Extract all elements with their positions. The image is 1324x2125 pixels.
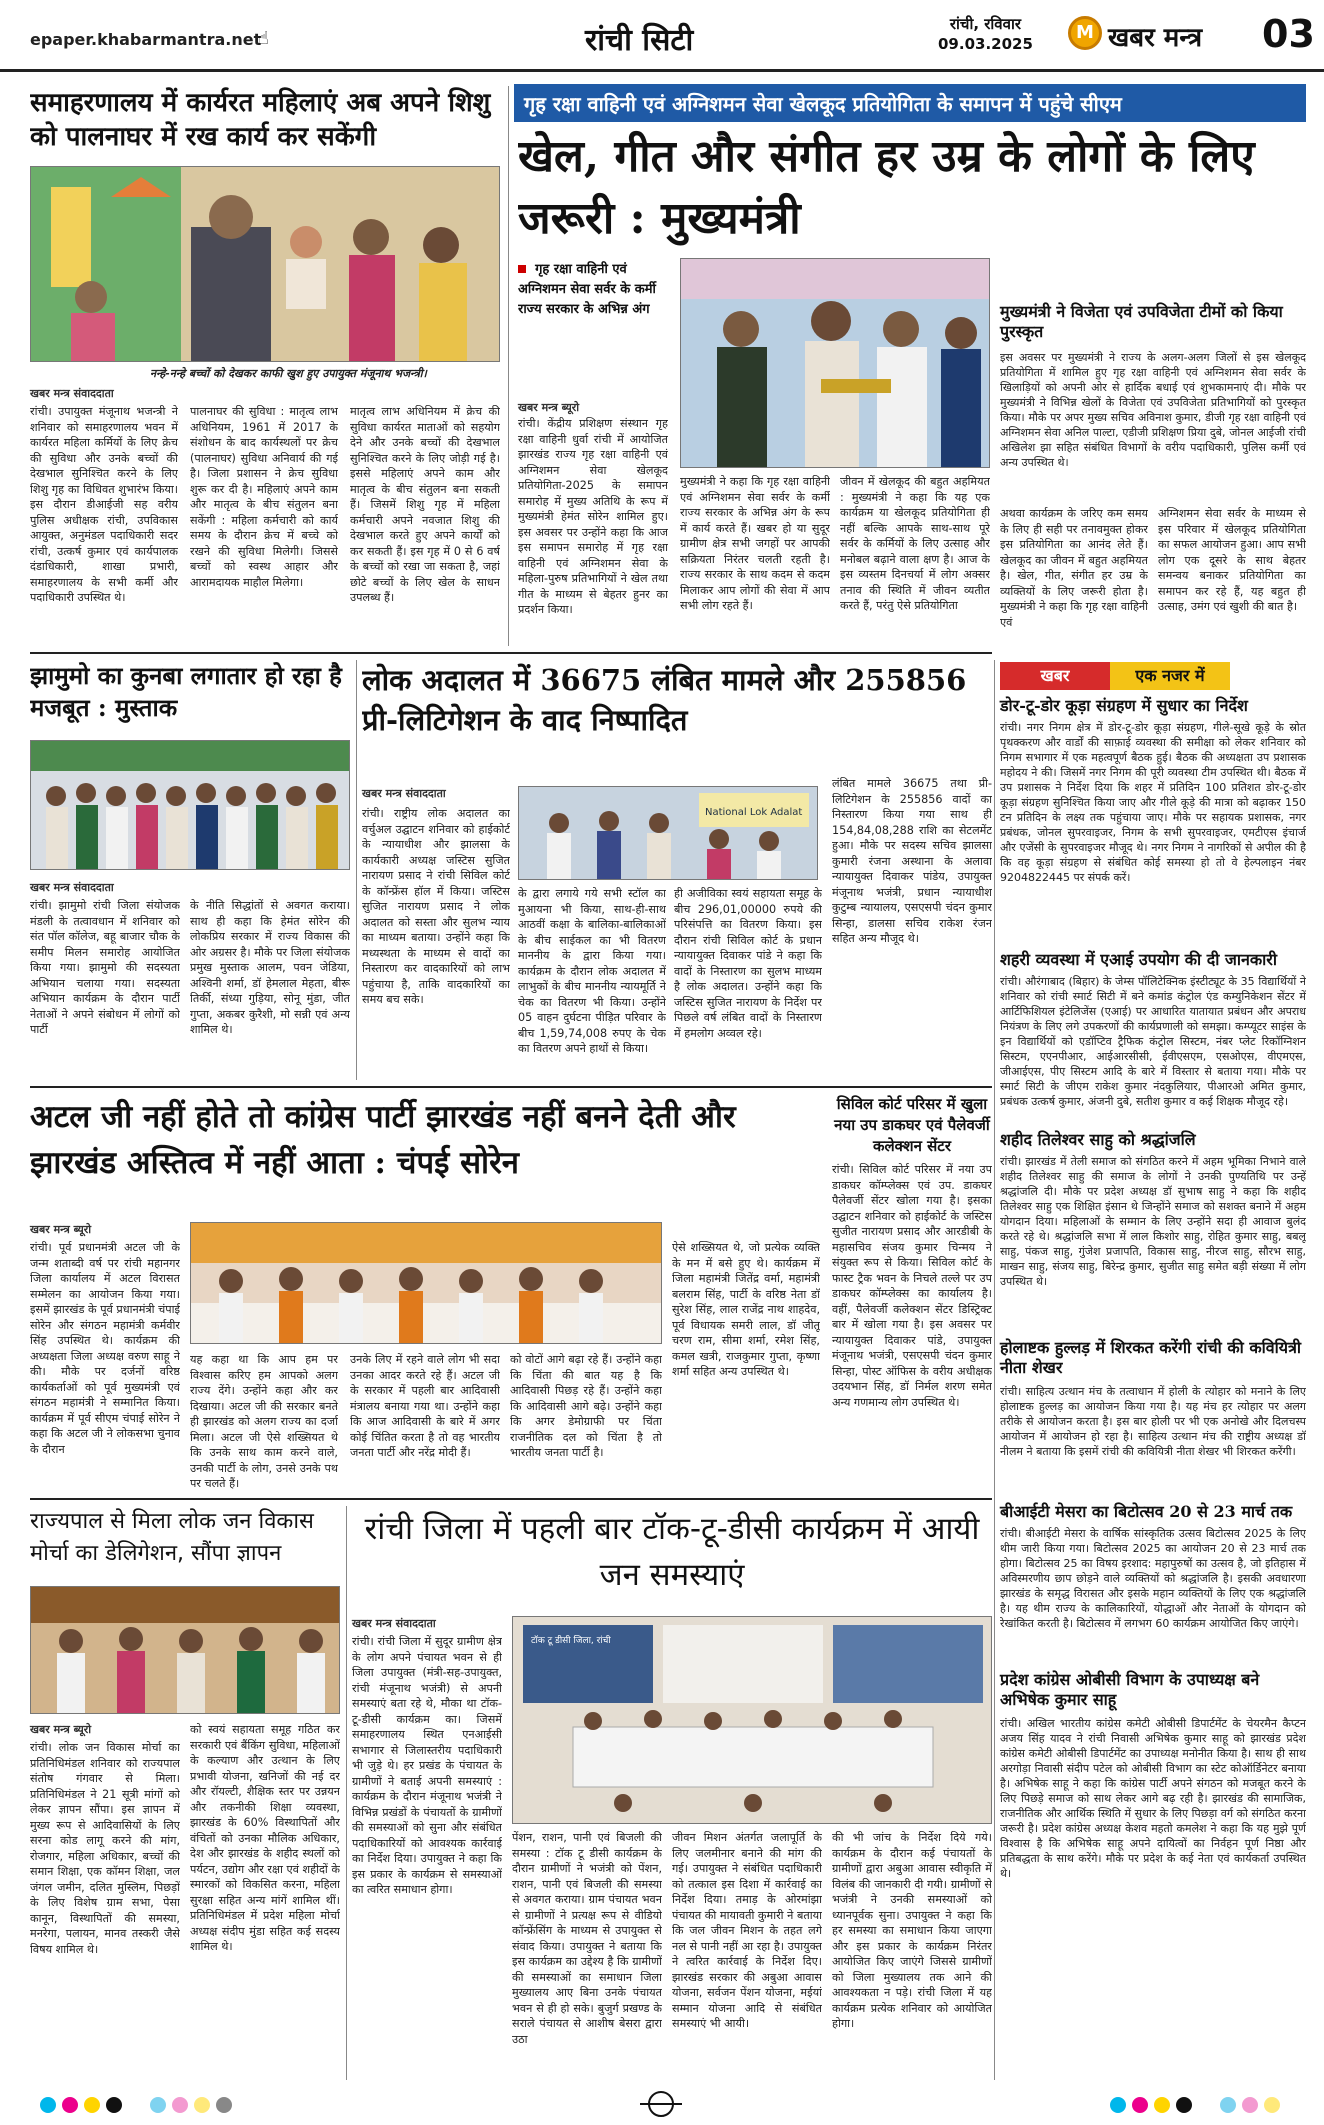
story4-col2: के द्वारा लगाये गये सभी स्टॉल का मुआयना भी किया, साथ-ही-साथ आठवीं कक्षा के बालिका-बालिकाओं के बीच साईकल का भी वितरण माननीय के द्वारा किया गया। कार्यक्रम के दौरान लोक अदालत में लाभुकों के बीच माननीय न्यायमूर्ति ने चेक का वितरण भी किया। उन्होंने 05 वाहन दुर्घटना पीड़ित परिवार के बीच 1,59,74,008 रुपए के चेक का वितरण अपने हाथों से किया।: [518, 887, 666, 1055]
story4-col4: लंबित मामले 36675 तथा प्री-लिटिगेशन के 255856 वादों का निस्तारण किया गया साथ ही 154,84,08,288 राशि का सेटलमेंट हुआ। मौके पर सदस्य सचिव झालसा कुमारी रंजना अस्थाना के अलावा न्यायायुक्त दिवाकर पांडेय, उपायुक्त मंजूनाथ भजंत्री, प्रधान न्यायाधीश कुटुम्ब न्यायालय, एसएसपी चंदन कुमार सिन्हा, डालसा सचिव राकेश रंजन सहित अन्य मौजूद थे।: [832, 777, 992, 945]
story4-col3: ही अजीविका स्वयं सहायता समूह के बीच 296,01,00000 रुपये की परिसंपत्ति का वितरण किया। इस दौरान रांची सिविल कोर्ट के प्रधान न्यायायुक्त दिवाकर पांडे ने कहा कि वादों के निस्तारण का सुलभ माध्यम है लोक अदालत। उन्होंने कहा कि जस्टिस सुजित नारायण के निर्देश पर पिछले वर्ष लंबित वादों के निस्तारण में हमलोग अव्वल रहे।: [674, 887, 822, 1040]
story2-headline[interactable]: खेल, गीत और संगीत हर उम्र के लोगों के लिए जरूरी : मुख्यमंत्री: [518, 131, 1255, 244]
registration-dot-icon: [150, 2097, 166, 2113]
story5-col4: को वोटों आगे बढ़ा रहे हैं। उन्होंने कहा कि चिंता की बात यह है कि आदिवासी पिछड़ रहे हैं। उन्होंने कहा कि आदिवासी आगे बढ़े। उन्होंने कहा कि अगर डेमोग्राफी पर चिंता राजनीतिक दल को चिंता है तो भारतीय जनता पार्टी है।: [510, 1353, 662, 1459]
column-divider: [508, 86, 509, 646]
epaper-url[interactable]: epaper.khabarmantra.net: [30, 30, 262, 49]
cursor-icon: ☝: [258, 28, 269, 49]
story1-caption: नन्हे-नन्हे बच्चों को देखकर काफी खुश हुए उपायुक्त मंजूनाथ भजन्त्री।: [150, 367, 427, 380]
section-divider: [30, 652, 992, 654]
story2-col2: मुख्यमंत्री ने कहा कि गृह रक्षा वाहिनी एवं अग्निशमन सेवा सर्वर के कर्मी राज्य सरकार के अभिन्न अंग के रूप में कार्य करते हैं। खबर हो या सुदूर ग्रामीण क्षेत्र सभी जगहों पर आपकी सक्रियता निरंतर चलती रहती है। राज्य सरकार के साथ कदम से कदम मिलाकर आप लोगों की सेवा में आप सभी लोग रहते हैं।: [680, 475, 830, 612]
story4-byline: खबर मन्त्र संवाददाता: [362, 787, 446, 800]
brief5-text: रांची। बीआईटी मेसरा के वार्षिक सांस्कृतिक उत्सव बिटोत्सव 2025 के लिए थीम जारी किया गया। बिटोत्सव 2025 का आयोजन 20 से 23 मार्च तक होगा। बिटोत्सव 25 का विषय इरशाद: महापुरुषों का उत्सव है, जो इतिहास में अविस्मरणीय छाप छोड़ने वाले व्यक्तियों को श्रद्धांजलि है। इसकी अवधारणा झारखंड के समृद्ध विरासत और इसके महान व्यक्तियों के लिए एक श्रद्धांजलि है। यह थीम राज्य के कालिकारियों, योद्धाओं और नेताओं के योगदान को रेखांकित करती है। बिटोत्सव में लगभग 60 कार्यक्रम आयोजित किए जाएंगे।: [1000, 1527, 1306, 1630]
tag-ek-nazar: एक नजर में: [1110, 662, 1230, 690]
column-divider: [356, 660, 357, 1080]
story6-headline[interactable]: राज्यपाल से मिला लोक जन विकास मोर्चा का डेलिगेशन, सौंपा ज्ञापन: [30, 1509, 314, 1566]
column-divider: [346, 1506, 347, 2080]
story7-byline: खबर मन्त्र संवाददाता: [352, 1617, 436, 1630]
column-divider: [994, 660, 995, 2080]
story2-byline: खबर मन्त्र ब्यूरो: [518, 401, 580, 414]
lok-adalat-banner-text: National Lok Adalat: [705, 807, 803, 818]
story5-col2: यह कहा था कि आप हम पर विश्वास करिए हम आपको अलग राज्य देंगे। उन्होंने कहा और कर दिखाया। अटल जी की सरकार बनते ही झारखंड को अलग राज्य का दर्जा मिला। अटल जी ऐसे शख्सियत थे कि उनके साथ काम करने वाले, उनकी पार्टी के लोग, उनसे उनके पथ पर चलते हैं।: [190, 1353, 338, 1490]
story6-photo: [30, 1586, 340, 1714]
story4-headline[interactable]: लोक अदालत में 36675 लंबित मामले और 255856 प्री-लिटिगेशन के वाद निष्पादित: [362, 663, 967, 737]
registration-dot-icon: [1242, 2097, 1258, 2113]
story2-kicker: गृह रक्षा वाहिनी एवं अग्निशमन सेवा खेलकूद प्रतियोगिता के समापन में पहुंचे सीएम: [514, 84, 1306, 122]
story2-col1: रांची। केंद्रीय प्रशिक्षण संस्थान गृह रक्षा वाहिनी धुर्वा रांची में आयोजित झारखंड राज्य गृह रक्षा वाहिनी एवं अग्निशमन सेवा खेलकूद प्रतियोगिता-2025 के समापन समारोह में मुख्य अतिथि के रूप में मुख्यमंत्री हेमंत सोरेन शामिल हुए। इस अवसर पर उन्होंने कहा कि आज इस समापन समारोह में गृह रक्षा वाहिनी एवं अग्निशमन सेवा के महिला-पुरुष प्रतिभागियों ने खेल तथा गीत के माध्यम से बेहतर हुनर का प्रदर्शन किया।: [518, 417, 668, 616]
registration-dot-icon: [84, 2097, 100, 2113]
registration-dot-icon: [40, 2097, 56, 2113]
section-title: रांची सिटी: [585, 23, 694, 58]
section-divider: [30, 1498, 992, 1500]
registration-dot-icon: [194, 2097, 210, 2113]
crosshair-icon: [640, 2103, 682, 2105]
story2-sidebox: [518, 258, 668, 388]
story6-col2: को स्वयं सहायता समूह गठित कर सरकारी एवं बैंकिंग सुविधा, महिलाओं के कल्याण और उत्थान के लिए प्रभावी योजना, खनिजों की नई दर और रॉयल्टी, शैक्षिक स्तर पर उन्नयन और तकनीकी शिक्षा व्यवस्था, झारखंड के 60% विस्थापितों और वंचितों को उनका मौलिक अधिकार, देश और झारखंड के शहीद स्थलों को पर्यटन, उद्योग और रक्षा एवं शहीदों के स्मारकों को विकसित करना, महिला सुरक्षा सहित अन्य मांगें शामिल थीं। प्रतिनिधिमंडल में प्रदेश महिला मोर्चा अध्यक्ष संदीप मुंडा सहित कई सदस्य शामिल थे।: [190, 1723, 340, 1953]
story3-headline[interactable]: झामुमो का कुनबा लगातार हो रहा है मजबूत : मुस्ताक: [30, 661, 342, 722]
registration-dot-icon: [172, 2097, 188, 2113]
story1-col1: रांची। उपायुक्त मंजूनाथ भजन्त्री ने शनिवार को समाहरणालय भवन में कार्यरत महिला कर्मियों के लिए क्रेच की सुविधा और उनके बच्चों की देखभाल सुनिश्चित करने के लिए शिशु गृह का विधिवत शुभारंभ किया। इस दौरान डीआईजी सह वरीय पुलिस अधीक्षक रांची, उपविकास आयुक्त, अनुमंडल पदाधिकारी सदर रांची, उत्कर्ष कुमार एवं कार्यपालक दंडाधिकारी, शाखा प्रभारी, समाहरणालय के सभी कर्मी और पदाधिकारी उपस्थित थे।: [30, 405, 178, 604]
story6-col1: रांची। लोक जन विकास मोर्चा का प्रतिनिधिमंडल शनिवार को राज्यपाल संतोष गंगवार से मिला। प्रतिनिधिमंडल ने 21 सूत्री मांगों को लेकर ज्ञापन सौंपा। इस ज्ञापन में मुख्य रूप से आदिवासियों के लिए सरना कोड लागू करने की मांग, रोजगार, महिला अधिकार, बच्चों की समान शिक्षा, एक कॉमन शिक्षा, जल जंगल जमीन, दलित मुस्लिम, पिछड़ों के लिए विशेष ग्राम सभा, पेसा कानून, विस्थापितों की समस्या, मनरेगा, पलायन, मानव तस्करी जैसे विषय शामिल थे।: [30, 1741, 180, 1956]
registration-dot-icon: [216, 2097, 232, 2113]
brief4-headline[interactable]: होलाष्टक हुल्लड़ में शिरकत करेंगी रांची की कवियित्री नीता शेखर: [1000, 1338, 1302, 1377]
registration-dot-icon: [1176, 2097, 1192, 2113]
date-value: 09.03.2025: [938, 35, 1033, 53]
brief1-headline[interactable]: डोर-टू-डोर कूड़ा संग्रहण में सुधार का निर्देश: [1000, 696, 1248, 715]
masthead: [0, 0, 1324, 72]
talk-to-dc-screen-text: टॉक टू डीसी जिला, रांची: [531, 1636, 611, 1646]
date-day: रांची, रविवार: [949, 15, 1021, 33]
story2-col3: जीवन में खेलकूद की बहुत अहमियत : मुख्यमंत्री ने कहा कि यह एक कार्यक्रम या खेलकूद प्रतियोगिता ही नहीं बल्कि आपके साथ-साथ पूरे सर्वर के कर्मियों के लिए उत्साह और मनोबल बढ़ाने वाला क्षण है। आज के इस व्यस्तम दिनचर्या में लोग अक्सर तनाव की स्थिति में जीवन व्यतीत करते हैं, परंतु ऐसे प्रतियोगिता: [840, 475, 990, 612]
story2-right-col2: अग्निशमन सेवा सर्वर के माध्यम से इस परिवार में खेलकूद प्रतियोगिता का सफल आयोजन हुआ। आप सभी लोग एक दूसरे के साथ बेहतर समन्वय बनाकर प्रतियोगिता का समापन कर रहे हैं, यह बहुत ही उत्साह, उमंग एवं खुशी की बात है।: [1158, 507, 1306, 613]
brief5-headline[interactable]: बीआईटी मेसरा का बिटोत्सव 20 से 23 मार्च तक: [1000, 1502, 1293, 1521]
brief6-headline[interactable]: प्रदेश कांग्रेस ओबीसी विभाग के उपाध्यक्ष बने अभिषेक कुमार साहू: [1000, 1670, 1260, 1709]
story5-col3: उनके लिए में रहने वाले लोग भी सदा उनका आदर करते रहे हैं। अटल जी के सरकार में पहली बार आदिवासी मंत्रालय बनाया गया था। उन्होंने कहा कि आज आदिवासी के बारे में अगर कोई चिंतित करता है तो वह भारतीय जनता पार्टी और नरेंद्र मोदी हैं।: [350, 1353, 500, 1459]
story5-headline[interactable]: अटल जी नहीं होते तो कांग्रेस पार्टी झारखंड नहीं बनने देती और झारखंड अस्तित्व में नहीं आता : चंपई सोरेन: [30, 1099, 736, 1181]
brand-logo: खबर मन्त्र: [1108, 23, 1203, 53]
story2-sidebox-text: गृह रक्षा वाहिनी एवं अग्निशमन सेवा सर्वर के कर्मी राज्य सरकार के अभिन्न अंग: [518, 262, 656, 317]
khabar-nazar-tag: [1000, 662, 1306, 690]
story5-photo: [190, 1222, 662, 1344]
story4-col1: रांची। राष्ट्रीय लोक अदालत का वर्चुअल उद्घाटन शनिवार को हाईकोर्ट के न्यायाधीश और झालसा के कार्यकारी अध्यक्ष जस्टिस सुजित नारायण प्रसाद ने रांची सिविल कोर्ट के कॉन्फ्रेंस हॉल में किया। जस्टिस सुजित नारायण प्रसाद ने लोक अदालत को सस्ता और सुलभ न्याय का माध्यम बताया। उन्होंने कहा कि मध्यस्थता के माध्यम से वादों का निस्तारण कर वादकारियों को लाभ पहुंचाया है, ताकि वादकारियों का समय बच सके।: [362, 807, 510, 1006]
story7-photo: [512, 1616, 992, 1824]
brief4-text: रांची। साहित्य उत्थान मंच के तत्वाधान में होली के त्योहार को मनाने के लिए होलाष्टक हुल्लड़ का आयोजन किया गया है। यह मंच हर त्योहार पर अलग तरीके से आयोजन करता है। इस बार होली पर भी एक अनोखे और दिलचस्प आयोजन में आयोजन हो रहा है। साहित्य उत्थान मंच की राष्ट्रीय अध्यक्ष डॉ नीलम ने बताया कि इसमें रांची की कवियित्री नीता शेखर भी शिरकत करेंगी।: [1000, 1385, 1306, 1458]
brief1-text: रांची। नगर निगम क्षेत्र में डोर-टू-डोर कूड़ा संग्रहण, गीले-सूखे कूड़े के स्रोत पृथक्करण और वार्डों की साफ़ाई व्यवस्था की समीक्षा को लेकर शनिवार को निगम सभागार में एक महत्वपूर्ण बैठक हुई। बैठक की अध्यक्षता उप प्रशासक महोदय ने की। जिसमें नगर निगम की पूरी व्यवस्था टीम उपस्थित थी। बैठक में उप प्रशासक ने निर्देश दिया कि शहर में प्रतिदिन 100 प्रतिशत डोर-टू-डोर कूड़ा संग्रहण सुनिश्चित किया जाए और गीले कूड़े की मात्रा को बढ़ाकर 150 टन प्रतिदिन के लक्ष्य तक पहुंचाया जाए। मौके पर सहायक प्रशासक, नगर प्रबंधक, जोनल सुपरवाइजर, निगम के सभी सुपरवाइजर, एमटीएस इंचार्ज और एजेंसी के सुपरवाइजर मौजूद थे। नगर निगम ने नागरिकों से अपील की है कि वह कूड़ा संग्रहण से संबंधित कोई समस्या हो तो वे हेल्पलाइन नंबर 9204822445 पर संपर्क करें।: [1000, 721, 1306, 884]
story1-col3: मातृत्व लाभ अधिनियम में क्रेच की सुविधा कार्यरत माताओं को सहयोग देने और उनके बच्चों की देखभाल सुनिश्चित करने के लिए जोड़ी गई है। इससे महिलाएं अपने काम और मातृत्व के बीच संतुलन बना सकती हैं। जिसमें शिशु गृह में महिला कर्मचारी अपने नवजात शिशु की देखभाल करते हुए अपने कार्यों को कर सकती हैं। इस गृह में 0 से 6 वर्ष के बच्चों को रखा जा सकता है, जहां छोटे बच्चों के लिए खेल के साधन उपलब्ध हैं।: [350, 405, 500, 604]
dateline: [938, 14, 1033, 54]
square-bullet-icon: [518, 265, 526, 273]
story1-byline: खबर मन्त्र संवाददाता: [30, 387, 114, 400]
story2-right-col1: अथवा कार्यक्रम के जरिए कम समय के लिए ही सही पर तनावमुक्त होकर इस प्रतियोगिता का आनंद लेते हैं। खेलकूद का जीवन में बहुत अहमियत है। खेल, गीत, संगीत हर उम्र के व्यक्तियों के लिए जरूरी होता है। मुख्यमंत्री ने कहा कि गृह रक्षा वाहिनी एवं: [1000, 507, 1148, 629]
story7-col2: पेंशन, राशन, पानी एवं बिजली की समस्या : टॉक टू डीसी कार्यक्रम के दौरान ग्रामीणों ने भजंत्री को पेंशन, राशन, पानी एवं बिजली की समस्या से अवगत कराया। ग्राम पंचायत भवन से ग्रामीणों ने प्रत्यक्ष रूप से वीडियो कॉन्फ्रेंसिंग के माध्यम से उपायुक्त से संवाद किया। उपायुक्त ने बताया कि इस कार्यक्रम का उद्देश्य है कि ग्रामीणों की समस्याओं का समाधान जिला मुख्यालय आए बिना उनके पंचायत भवन से ही हो सके। बुजुर्ग प्रखण्ड के सराले पंचायत से आशीष बेसरा द्वारा उठा: [512, 1831, 662, 2046]
logo-icon: M: [1068, 16, 1102, 50]
story2-photo: [680, 258, 990, 468]
story1-col2: पालनाघर की सुविधा : मातृत्व लाभ अधिनियम, 1961 में 2017 के संशोधन के बाद कार्यस्थलों पर क्रेच (पालनाघर) सुविधा अनिवार्य की गई है। जिला प्रशासन ने क्रेच सुविधा शुरू कर दी है। महिलाएं अपने काम और मातृत्व के बीच संतुलन बना सकेंगी : महिला कर्मचारी को कार्य समय के दौरान क्रेच में बच्चे को रखने की सुविधा मिलेगी। जिससे बच्चों को स्वस्थ आहार और आरामदायक माहौल मिलेगा।: [190, 405, 338, 589]
story5-col5: ऐसे शख्सियत थे, जो प्रत्येक व्यक्ति के मन में बसे हुए थे। कार्यक्रम में जिला महामंत्री जितेंद्र वर्मा, महामंत्री बलराम सिंह, पार्टी के वरिष्ठ नेता डॉ सुरेश सिंह, लाल राजेंद्र नाथ शाहदेव, पूर्व विधायक समरी लाल, डॉ जीतू चरण राम, सीमा शर्मा, रमेश सिंह, कमल खत्री, राजकुमार गुप्ता, कृष्णा शर्मा सहित अन्य उपस्थित थे।: [672, 1241, 820, 1378]
registration-dot-icon: [1220, 2097, 1236, 2113]
brief6-text: रांची। अखिल भारतीय कांग्रेस कमेटी ओबीसी डिपार्टमेंट के चेयरमैन कैप्टन अजय सिंह यादव ने रांची निवासी अभिषेक कुमार साहू को झारखंड प्रदेश कांग्रेस कमेटी ओबीसी डिपार्टमेंट का उपाध्यक्ष मनोनीत किया है। साथ ही साथ अरगोड़ा निवासी संदीप पटेल को ओबीसी विभाग का स्टेट कोऑर्डिनेटर बनाया है। अभिषेक साहू ने कहा कि कांग्रेस पार्टी अपने संगठन को मजबूत करने के लिए पिछड़े समाज को साथ लेकर आगे बढ़ रही है। झारखंड की सामाजिक, राजनीतिक और आर्थिक स्थिति में सुधार के लिए पिछड़ा वर्ग को संगठित करना जरूरी है। प्रदेश कांग्रेस अध्यक्ष केशव महतो कमलेश ने कहा कि यह मुझे पूर्ण विश्वास है कि अभिषेक साहू अपने दायित्वों का निर्वहन पूर्ण निष्ठा और प्रतिबद्धता के साथ करेंगे। मौके पर प्रदेश के कई नेता एवं कार्यकर्ता उपस्थित थे।: [1000, 1717, 1306, 1880]
brief3-text: रांची। झारखंड में तेली समाज को संगठित करने में अहम भूमिका निभाने वाले शहीद तिलेश्वर साहु की समाज के लोगों ने उनकी पुण्यतिथि पर उन्हें श्रद्धांजलि दी। मौके पर प्रदेश अध्यक्ष डॉ सुभाष साहु ने कहा कि शहीद तिलेश्वर साहु एक शिक्षित इंसान थे जिन्होंने समाज को सशक्त बनाने में अहम योगदान दिया। महिलाओं के सम्मान के लिए उन्होंने सदा ही आवाज बुलंद करते रहे थे। श्रद्धांजलि सभा में लाल किशोर साहु, रोहित कुमार साहु, बबलू साहु, पंकज साहु, गुंजेश प्रजापति, विकास साहु, नीरज साहु, सौरभ साहु, माखन साहु, संजय साहु, बिरेन्द्र कुमार, सुजीत साहु समेत बड़ी संख्या में लोग उपस्थित थे।: [1000, 1155, 1306, 1288]
story7-headline[interactable]: रांची जिला में पहली बार टॉक-टू-डीसी कार्यक्रम में आयी जन समस्याएं: [364, 1511, 980, 1593]
story7-col1: रांची। रांची जिला में सुदूर ग्रामीण क्षेत्र के लोग अपने पंचायत भवन से ही जिला उपायुक्त (मंत्री-सह-उपायुक्त, रांची मंजूनाथ भजंत्री) से अपनी समस्याएं बता रहे थे, मौका था टॉक-टू-डीसी कार्यक्रम का। जिसमें समाहरणालय स्थित एनआईसी सभागार से जिलास्तरीय पदाधिकारी भी जुड़े थे। हर प्रखंड के पंचायत के ग्रामीणों ने बताई अपनी समस्याएं : कार्यक्रम के दौरान मंजूनाथ भजंत्री ने विभिन्न प्रखंडों के पंचायतों के ग्रामीणों की समस्याओं को सुना और संबंधित पदाधिकारियों को आवश्यक कार्रवाई का निर्देश दिया। उपायुक्त ने कहा कि इस प्रकार के कार्यक्रम से समस्याओं का त्वरित समाधान होगा।: [352, 1635, 502, 1896]
story5-col1: रांची। पूर्व प्रधानमंत्री अटल जी के जन्म शताब्दी वर्ष पर रांची महानगर जिला कार्यालय में अटल विरासत सम्मेलन का आयोजन किया गया। इसमें झारखंड के पूर्व प्रधानमंत्री चंपाई सोरेन और संगठन महामंत्री कर्मवीर सिंह उपस्थित थे। कार्यक्रम की अध्यक्षता जिला अध्यक्ष वरुण साहू ने की। मौके पर दर्जनों वरिष्ठ कार्यकर्ताओं को पूर्व मुख्यमंत्री एवं संगठन महामंत्री ने सम्मानित किया। कार्यक्रम में पूर्व सीएम चंपाई सोरेन ने कहा कि अटल जी ने लोकसभा चुनाव के दौरान: [30, 1241, 180, 1456]
brief2-headline[interactable]: शहरी व्यवस्था में एआई उपयोग की दी जानकारी: [1000, 950, 1277, 969]
story3-col1: रांची। झामुमो रांची जिला संयोजक मंडली के तत्वावधान में शनिवार को संत पॉल कॉलेज, बहू बाजार चौक के समीप मिलन समारोह आयोजित किया गया। झामुमो की सदस्यता अभियान चलाया गया। सदस्यता अभियान कार्यक्रम के दौरान पार्टी नेताओं ने अपने संबोधन में लोगों को पार्टी: [30, 899, 180, 1036]
story4-photo: [518, 786, 818, 880]
story3-photo: [30, 740, 350, 870]
story3-col2: के नीति सिद्धांतों से अवगत कराया। साथ ही कहा कि हेमंत सोरेन की लोकप्रिय सरकार में राज्य विकास की ओर अग्रसर है। मौके पर जिला संयोजक प्रमुख मुस्ताक आलम, पवन जेडिया, अश्विनी शर्मा, डॉ हेमलाल मेहता, बीरू तिर्की, संध्या गुड़िया, सोनू मुंडा, जीत गुप्ता, अकबर कुरैशी, मो सन्नी एवं अन्य शामिल थे।: [190, 899, 350, 1036]
story6-byline: खबर मन्त्र ब्यूरो: [30, 1723, 92, 1736]
registration-dot-icon: [1132, 2097, 1148, 2113]
civil-court-text: रांची। सिविल कोर्ट परिसर में नया उप डाकघर कॉम्प्लेक्स एवं उप. डाकघर पैलेवर्जी सेंटर खोला गया है। इसका उद्घाटन शनिवार को हाईकोर्ट के जस्टिस सुजीत नारायण प्रसाद और आरडीबी के महासचिव संजय कुमार चिन्मय ने संयुक्त रूप से किया। सिविल कोर्ट के फास्ट ट्रैक भवन के निचले तल्ले पर उप डाकघर कॉम्प्लेक्स का कार्यालय है। वहीं, पैलेवर्जी कलेक्शन सेंटर डिस्ट्रिक्ट बार में खोला गया है। इस अवसर पर न्यायायुक्त दिवाकर पांडे, उपायुक्त मंजूनाथ भजंत्री, एसएसपी चंदन कुमार सिन्हा, पोस्ट ऑफिस के वरीय अधीक्षक उदयभान सिंह, डॉ निर्मल शरण समेत अन्य गणमान्य लोग उपस्थित थे।: [832, 1163, 992, 1409]
story7-col4: की भी जांच के निर्देश दिये गये। कार्यक्रम के दौरान कई पंचायतों के ग्रामीणों द्वारा अबुआ आवास स्वीकृति में विलंब की जानकारी दी गयी। ग्रामीणों से भजंत्री ने उनकी समस्याओं को ध्यानपूर्वक सुना। उपायुक्त ने कहा कि हर समस्या का समाधान किया जाएगा और इस प्रकार के कार्यक्रम निरंतर आयोजित किए जाएंगे जिससे ग्रामीणों को जिला मुख्यालय तक आने की आवश्यकता न पड़े। रांची जिला में यह कार्यक्रम प्रत्येक शनिवार को आयोजित होगा।: [832, 1831, 992, 2030]
section-divider: [30, 1086, 992, 1088]
story1-headline[interactable]: समाहरणालय में कार्यरत महिलाएं अब अपने शिशु को पालनाघर में रख कार्य कर सकेंगी: [30, 88, 491, 152]
registration-dot-icon: [1264, 2097, 1280, 2113]
registration-dot-icon: [106, 2097, 122, 2113]
story2-right-text: इस अवसर पर मुख्यमंत्री ने राज्य के अलग-अलग जिलों से इस खेलकूद प्रतियोगिता में शामिल हुए गृह रक्षा वाहिनी एवं अग्निशमन सेवा सर्वर के खिलाड़ियों को अपनी ओर से हार्दिक बधाई एवं शुभकामनाएं दी। मौके पर मुख्यमंत्री ने विभिन्न खेलों के विजेता एवं उपविजेता प्रतिभागियों को पुरस्कृत किया। मौके पर अपर मुख्य सचिव अविनाश कुमार, डीजी गृह रक्षा वाहिनी एवं अग्निशमन सेवा अनिल पाल्टा, एडीजी प्रशिक्षण प्रिया दुबे, जोनल आईजी रांची अखिलेश झा सहित संबंधित विभागों के वरीय पदाधिकारी, पुलिस कर्मी एवं अन्य उपस्थित थे।: [1000, 351, 1306, 469]
story7-col3: जीवन मिशन अंतर्गत जलापूर्ति के लिए जलमीनार बनाने की मांग की गई। उपायुक्त ने संबंधित पदाधिकारी को तत्काल इस दिशा में कार्रवाई का निर्देश दिया। तमाड़ के ओरमांझा पंचायत की मायावती कुमारी ने बताया कि जल जीवन मिशन के तहत लगे नल से पानी नहीं आ रहा है। उपायुक्त ने त्वरित कार्रवाई के निर्देश दिए। झारखंड सरकार की अबुआ आवास योजना, सर्वजन पेंशन योजना, मईयां सम्मान योजना आदि से संबंधित समस्याएं भी आयी।: [672, 1831, 822, 2030]
registration-dot-icon: [1154, 2097, 1170, 2113]
registration-dot-icon: [1110, 2097, 1126, 2113]
story2-right-headline[interactable]: मुख्यमंत्री ने विजेता एवं उपविजेता टीमों को किया पुरस्कृत: [1000, 302, 1283, 341]
brief2-text: रांची। औरंगाबाद (बिहार) के जेम्स पॉलिटेक्निक इंस्टीट्यूट के 35 विद्यार्थियों ने शनिवार को रांची स्मार्ट सिटी में बने कमांड कंट्रोल एंड कम्युनिकेशन सेंटर में आर्टिफिशियल इंटेलिजेंस (एआई) पर आधारित यातायात प्रबंधन और अपराध नियंत्रण के लिए लगे उपकरणों की कार्यप्रणाली को समझा। कम्प्यूटर साइंस के इन विद्यार्थियों को एडॉप्टिव ट्रैफिक कंट्रोल सिस्टम, नंबर प्लेट रिकॉग्निशन सिस्टम, एएनपीआर, आईआरसीसी, ईवीएसएम, एसओएस, वीएमएस, जीआईएस, पीए सिस्टम आदि के बारे में विस्तार से बताया गया। मौके पर स्मार्ट सिटी के जीएम राकेश कुमार नंदकुलियार, पीआरओ अमित कुमार, प्रबंधक उत्कर्ष कुमार, अंजनी दुबे, सतीश कुमार व कई शिक्षक मौजूद रहे।: [1000, 975, 1306, 1108]
tag-khabar: खबर: [1000, 662, 1110, 690]
story3-byline: खबर मन्त्र संवाददाता: [30, 881, 114, 894]
registration-dot-icon: [62, 2097, 78, 2113]
page-number: 03: [1262, 12, 1315, 56]
registration-marks: [0, 2085, 1324, 2125]
brief3-headline[interactable]: शहीद तिलेश्वर साहु को श्रद्धांजलि: [1000, 1130, 1196, 1149]
story1-photo: [30, 166, 500, 362]
civil-court-headline[interactable]: सिविल कोर्ट परिसर में खुला नया उप डाकघर एवं पैलेवर्जी कलेक्शन सेंटर: [834, 1095, 990, 1155]
story5-byline: खबर मन्त्र ब्यूरो: [30, 1223, 92, 1236]
